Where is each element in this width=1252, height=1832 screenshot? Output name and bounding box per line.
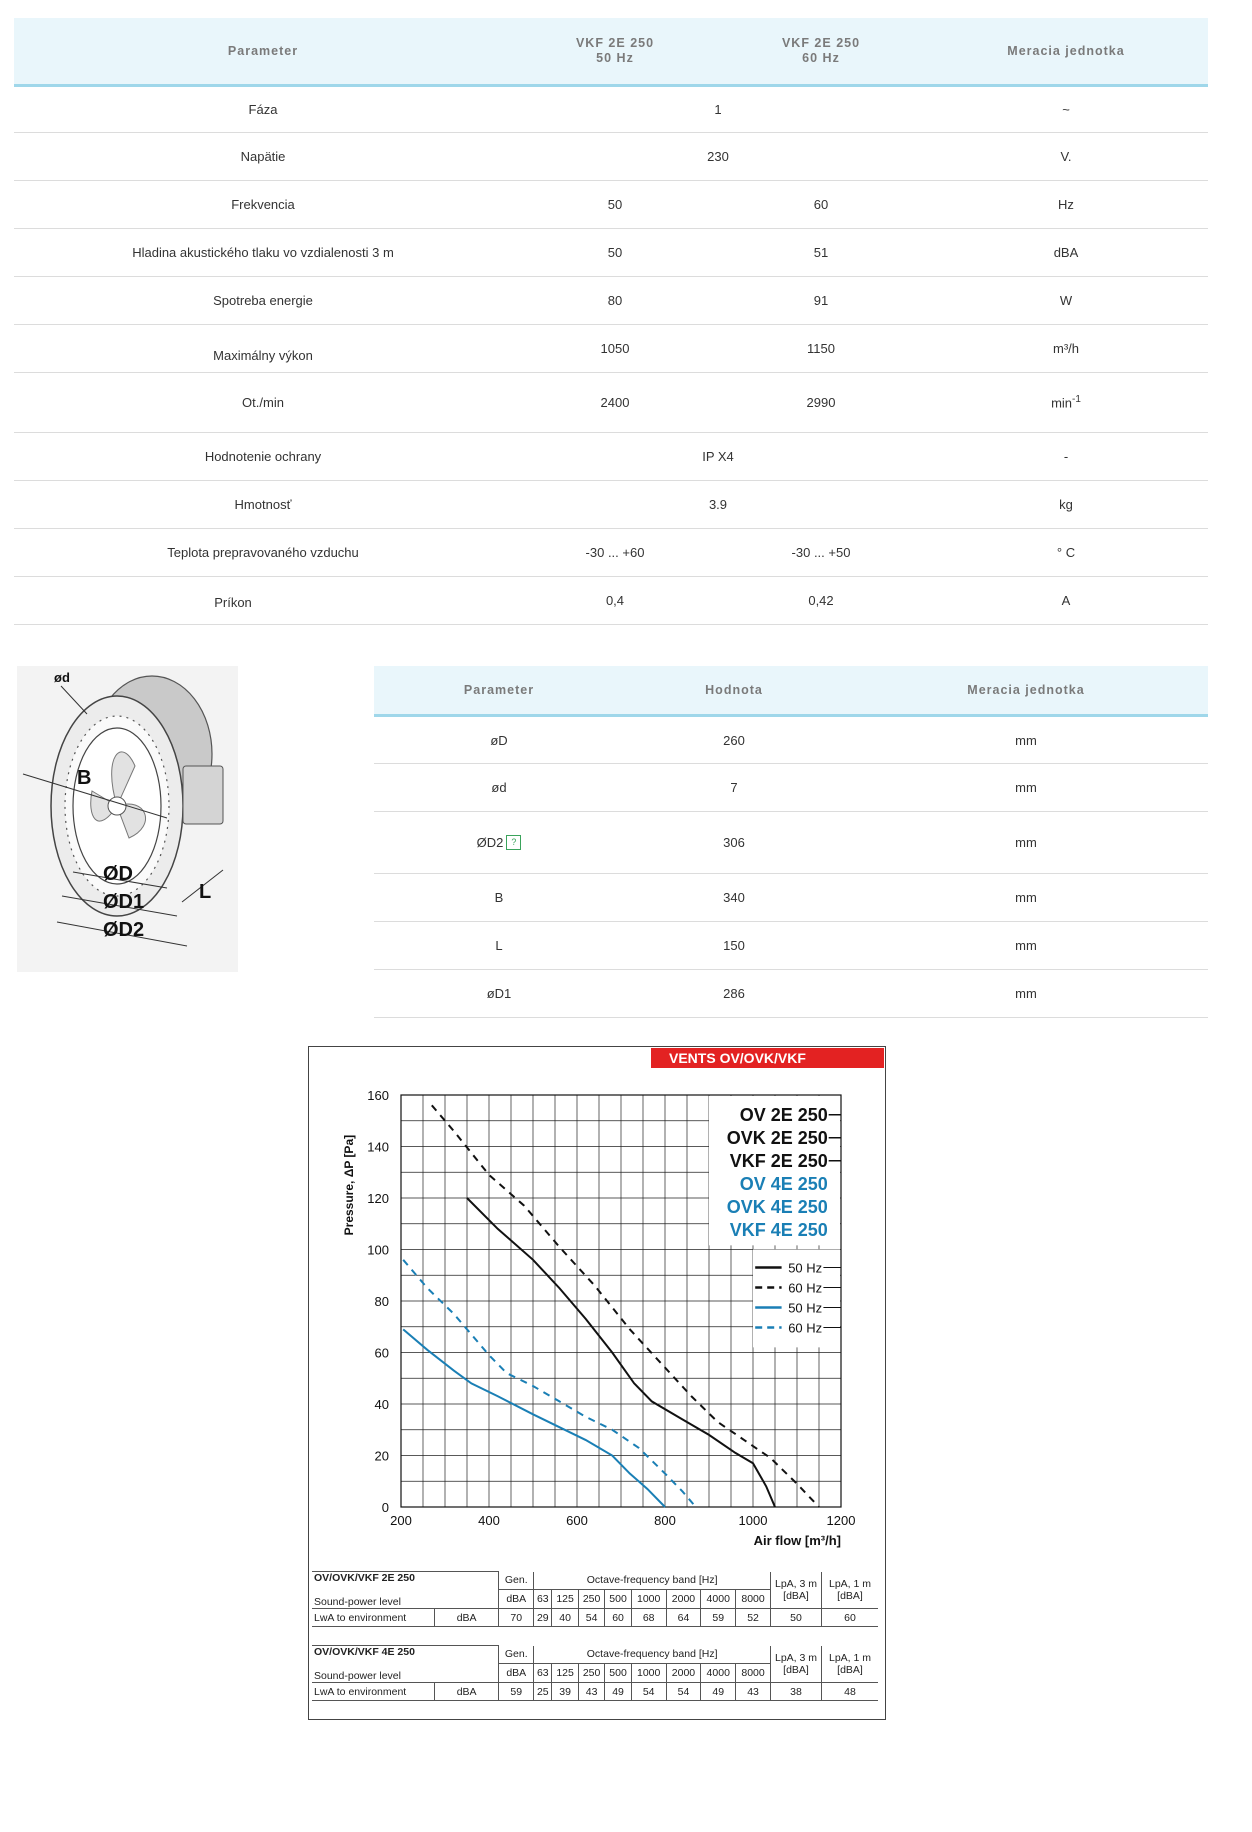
label-d2: ØD2	[103, 919, 145, 941]
oct-freq: 63	[534, 1664, 552, 1683]
performance-chart-card	[308, 1046, 886, 1720]
oct-row2-unit: dBA	[435, 1609, 499, 1627]
oct-freq: 250	[578, 1664, 604, 1683]
oct-value: 54	[666, 1683, 701, 1701]
y-axis-label: Pressure, ΔP [Pa]	[342, 1134, 356, 1236]
oct-freq: 2000	[666, 1590, 701, 1609]
spec-value-50: 80	[512, 277, 718, 325]
dim-value: 7	[624, 764, 844, 812]
spec-unit-sup: -1	[1072, 394, 1081, 406]
spec-header-50hz-freq: 50 Hz	[596, 51, 634, 65]
spec-value-50: 1050	[512, 325, 718, 373]
spec-row-max-airflow	[14, 325, 1208, 373]
oct-value: 40	[552, 1609, 578, 1627]
spec-value-60: -30 ... +50	[718, 529, 924, 577]
fan-dimension-drawing	[17, 666, 238, 972]
oct-freq: 4000	[701, 1590, 736, 1609]
spec-value-50: 50	[512, 229, 718, 277]
oct-freq: 125	[552, 1590, 578, 1609]
oct-value: 68	[631, 1609, 666, 1627]
dimension-table	[374, 666, 1208, 1018]
model-label-black: OVK 2E 250	[726, 1127, 828, 1148]
x-tick-label: 600	[566, 1513, 588, 1528]
spec-value-50: 0,4	[512, 577, 718, 625]
spec-header-50hz-model: VKF 2E 250	[575, 36, 655, 50]
oct-freq: 125	[552, 1664, 578, 1683]
spec-row-weight	[14, 481, 1208, 529]
spec-value: IP X4	[512, 433, 924, 481]
spec-header-row	[14, 18, 1208, 86]
spec-row-frequency	[14, 181, 1208, 229]
model-label-blue: OVK 4E 250	[726, 1196, 828, 1217]
oct-row1-label: Sound-power level	[314, 1670, 401, 1682]
spec-param: Ot./min	[14, 373, 512, 433]
legend-label: 60 Hz	[788, 1280, 823, 1296]
octave-table-4e	[312, 1645, 878, 1701]
oct-lpa1-label: LpA, 1 m [dBA]	[822, 1572, 879, 1609]
oct-value: 43	[736, 1683, 771, 1701]
dim-value: 260	[624, 716, 844, 764]
oct-value: 49	[701, 1683, 736, 1701]
dim-param: øD1	[374, 970, 624, 1018]
oct-gen-label: Gen.	[499, 1646, 534, 1664]
oct-title	[312, 1646, 499, 1683]
label-d1: ØD1	[103, 891, 145, 913]
oct-lpa1-value: 60	[822, 1609, 879, 1627]
label-l: L	[199, 881, 212, 903]
series-line-4E-solid	[403, 1329, 665, 1507]
oct-value: 25	[534, 1683, 552, 1701]
oct-value: 49	[605, 1683, 631, 1701]
oct-value: 64	[666, 1609, 701, 1627]
oct-lpa3-label: LpA, 3 m [dBA]	[771, 1572, 822, 1609]
spec-param: Hodnotenie ochrany	[14, 433, 512, 481]
spec-row-voltage	[14, 133, 1208, 181]
model-label-black: OV 2E 250	[739, 1104, 828, 1125]
oct-freq: 63	[534, 1590, 552, 1609]
oct-value: 29	[534, 1609, 552, 1627]
dim-unit: mm	[844, 922, 1208, 970]
spec-value-60: 51	[718, 229, 924, 277]
oct-lpa1-value: 48	[822, 1683, 879, 1701]
spec-param: Frekvencia	[14, 181, 512, 229]
oct-freq: 250	[578, 1590, 604, 1609]
spec-header-60hz-model: VKF 2E 250	[781, 36, 861, 50]
spec-header-50hz	[512, 18, 718, 86]
dim-header-parameter: Parameter	[374, 666, 624, 716]
oct-title-text: OV/OVK/VKF 4E 250	[314, 1646, 415, 1658]
spec-row-noise	[14, 229, 1208, 277]
y-tick-label: 20	[374, 1448, 389, 1464]
legend-label: 50 Hz	[788, 1260, 823, 1276]
oct-gen-value: 59	[499, 1683, 534, 1701]
dim-param-text: ØD2	[476, 835, 504, 850]
oct-gen-label: Gen.	[499, 1572, 534, 1590]
oct-freq: 8000	[736, 1590, 771, 1609]
oct-band-title: Octave-frequency band [Hz]	[534, 1646, 771, 1664]
dim-row	[374, 874, 1208, 922]
dim-param: L	[374, 922, 624, 970]
spec-param: Napätie	[14, 133, 512, 181]
oct-value: 60	[605, 1609, 631, 1627]
dim-value: 286	[624, 970, 844, 1018]
dim-param: B	[374, 874, 624, 922]
spec-value: 230	[512, 133, 924, 181]
dim-value: 340	[624, 874, 844, 922]
y-tick-label: 120	[367, 1191, 389, 1206]
spec-value-60: 2990	[718, 373, 924, 433]
oct-row-values	[312, 1683, 878, 1701]
oct-row2-label: LwA to environment	[312, 1609, 435, 1627]
model-label-blue: VKF 4E 250	[729, 1219, 828, 1240]
dim-d-small-leader	[61, 686, 87, 714]
spec-param: Spotreba energie	[14, 277, 512, 325]
y-tick-label: 140	[367, 1139, 389, 1155]
oct-freq: 4000	[701, 1664, 736, 1683]
spec-unit-text: min	[1051, 395, 1073, 411]
spec-unit: A	[924, 577, 1208, 625]
x-tick-label: 1200	[826, 1513, 856, 1528]
y-tick-label: 80	[374, 1294, 389, 1309]
y-tick-label: 0	[381, 1500, 389, 1515]
spec-row-power	[14, 277, 1208, 325]
spec-row-current	[14, 577, 1208, 625]
performance-chart	[309, 1047, 885, 1567]
oct-freq: 2000	[666, 1664, 701, 1683]
spec-unit: V.	[924, 133, 1208, 181]
spec-param: Maximálny výkon	[14, 325, 512, 373]
model-label-blue: OV 4E 250	[739, 1173, 828, 1194]
spec-param: Hladina akustického tlaku vo vzdialenosti 3 m	[14, 229, 512, 277]
x-tick-label: 200	[390, 1513, 412, 1528]
oct-freq: 8000	[736, 1664, 771, 1683]
x-tick-label: 1000	[738, 1513, 768, 1528]
oct-row2-label: LwA to environment	[312, 1683, 435, 1701]
spec-row-phase	[14, 86, 1208, 133]
oct-lpa3-value: 38	[771, 1683, 822, 1701]
dim-row	[374, 812, 1208, 874]
model-label-black: VKF 2E 250	[729, 1150, 828, 1171]
oct-row-title	[312, 1572, 878, 1590]
oct-value: 59	[701, 1609, 736, 1627]
spec-value-60: 60	[718, 181, 924, 229]
spec-header-60hz	[718, 18, 924, 86]
spec-table	[14, 18, 1208, 625]
oct-value: 54	[631, 1683, 666, 1701]
spec-value-50: 50	[512, 181, 718, 229]
dim-row	[374, 764, 1208, 812]
y-tick-label: 60	[374, 1345, 389, 1361]
label-small-d: ød	[54, 670, 70, 685]
oct-unit: dBA	[499, 1664, 534, 1683]
spec-value-60: 0,42	[718, 577, 924, 625]
oct-unit: dBA	[499, 1590, 534, 1609]
spec-unit: Hz	[924, 181, 1208, 229]
dim-param: ød	[374, 764, 624, 812]
oct-row-values	[312, 1609, 878, 1627]
spec-value-50: -30 ... +60	[512, 529, 718, 577]
dim-unit: mm	[844, 874, 1208, 922]
spec-value: 3.9	[512, 481, 924, 529]
fan-drawing-svg	[17, 666, 238, 972]
spec-param: Teplota prepravovaného vzduchu	[14, 529, 512, 577]
oct-freq: 500	[605, 1664, 631, 1683]
dim-param	[374, 812, 624, 874]
oct-value: 39	[552, 1683, 578, 1701]
octave-table-2e	[312, 1571, 878, 1627]
oct-title-text: OV/OVK/VKF 2E 250	[314, 1572, 415, 1584]
dim-value: 306	[624, 812, 844, 874]
y-tick-label: 100	[367, 1242, 389, 1258]
spec-unit: dBA	[924, 229, 1208, 277]
oct-lpa3-label: LpA, 3 m [dBA]	[771, 1646, 822, 1683]
spec-row-air-temperature	[14, 529, 1208, 577]
spec-unit: ~	[924, 86, 1208, 133]
spec-row-protection	[14, 433, 1208, 481]
dim-unit: mm	[844, 716, 1208, 764]
dim-header-value: Hodnota	[624, 666, 844, 716]
series-line-4E-dashed	[403, 1260, 696, 1507]
legend-label: 60 Hz	[788, 1320, 823, 1336]
spec-unit	[924, 373, 1208, 433]
label-b: B	[77, 767, 92, 789]
oct-gen-value: 70	[499, 1609, 534, 1627]
dim-row	[374, 922, 1208, 970]
help-icon[interactable]: ?	[506, 835, 521, 850]
spec-header-unit: Meracia jednotka	[924, 18, 1208, 86]
oct-value: 54	[578, 1609, 604, 1627]
oct-freq: 500	[605, 1590, 631, 1609]
oct-freq: 1000	[631, 1590, 666, 1609]
x-tick-label: 800	[654, 1513, 676, 1528]
oct-lpa1-label: LpA, 1 m [dBA]	[822, 1646, 879, 1683]
label-d: ØD	[103, 863, 133, 885]
oct-row-title	[312, 1646, 878, 1664]
dim-unit: mm	[844, 812, 1208, 874]
oct-value: 52	[736, 1609, 771, 1627]
spec-param: Hmotnosť	[14, 481, 512, 529]
y-tick-label: 40	[374, 1397, 389, 1412]
dim-value: 150	[624, 922, 844, 970]
oct-band-title: Octave-frequency band [Hz]	[534, 1572, 771, 1590]
legend-label: 50 Hz	[788, 1300, 823, 1316]
spec-value: 1	[512, 86, 924, 133]
dim-unit: mm	[844, 764, 1208, 812]
oct-row2-unit: dBA	[435, 1683, 499, 1701]
y-tick-label: 160	[367, 1088, 389, 1103]
x-axis-label: Air flow [m³/h]	[753, 1533, 841, 1548]
chart-banner-text: VENTS OV/OVK/VKF	[669, 1050, 806, 1066]
spec-header-60hz-freq: 60 Hz	[802, 51, 840, 65]
oct-row1-label: Sound-power level	[314, 1596, 401, 1608]
dim-header-unit: Meracia jednotka	[844, 666, 1208, 716]
spec-unit: ° C	[924, 529, 1208, 577]
dim-unit: mm	[844, 970, 1208, 1018]
oct-freq: 1000	[631, 1664, 666, 1683]
spec-header-parameter: Parameter	[14, 18, 512, 86]
spec-param: Fáza	[14, 86, 512, 133]
x-tick-label: 400	[478, 1513, 500, 1528]
spec-param: Príkon	[14, 577, 512, 625]
fan-terminal-box	[183, 766, 223, 824]
oct-lpa3-value: 50	[771, 1609, 822, 1627]
oct-title	[312, 1572, 499, 1609]
oct-value: 43	[578, 1683, 604, 1701]
spec-value-60: 91	[718, 277, 924, 325]
spec-value-50: 2400	[512, 373, 718, 433]
spec-value-60: 1150	[718, 325, 924, 373]
fan-hub	[108, 797, 126, 815]
spec-unit: -	[924, 433, 1208, 481]
dim-header-row	[374, 666, 1208, 716]
spec-unit: m³/h	[924, 325, 1208, 373]
spec-unit: W	[924, 277, 1208, 325]
dim-param: øD	[374, 716, 624, 764]
dim-row	[374, 970, 1208, 1018]
spec-unit: kg	[924, 481, 1208, 529]
dim-row	[374, 716, 1208, 764]
spec-row-rpm	[14, 373, 1208, 433]
